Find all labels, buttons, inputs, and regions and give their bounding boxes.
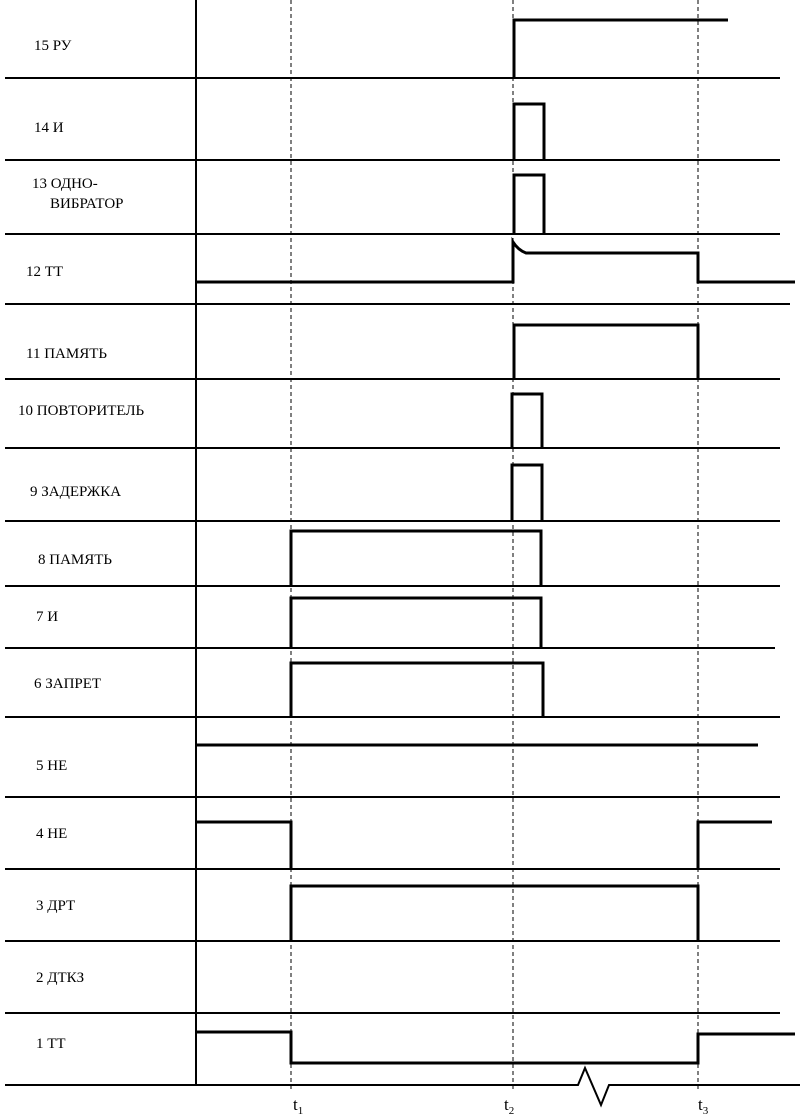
row-label-13-line2: ВИБРАТОР — [50, 196, 124, 212]
waveform-9 — [512, 465, 542, 521]
waveform-1 — [196, 1032, 795, 1063]
row-label-5: 5 НЕ — [36, 758, 68, 774]
row-label-12: 12 ТТ — [26, 264, 64, 280]
waveform-13 — [514, 175, 544, 234]
waveform-8 — [291, 531, 541, 586]
waveform-14 — [514, 104, 544, 160]
waveform-12 — [196, 242, 795, 282]
t1-label — [293, 1095, 303, 1115]
row-labels — [18, 38, 144, 1052]
waveform-15 — [514, 20, 728, 78]
row-label-13-line1: 13 ОДНО- — [32, 176, 98, 192]
row-label-2: 2 ДТКЗ — [36, 970, 85, 986]
waveform-11 — [514, 325, 698, 379]
row-label-6: 6 ЗАПРЕТ — [34, 676, 102, 692]
row-label-1: 1 ТТ — [36, 1036, 66, 1052]
waveform-6 — [291, 663, 543, 717]
row-separators — [5, 78, 790, 1013]
waveform-10 — [512, 394, 542, 448]
time-labels — [293, 1095, 709, 1115]
waveform-7 — [291, 598, 541, 648]
time-axis — [5, 1068, 800, 1105]
t3-label — [698, 1095, 709, 1115]
t2-subscript: 2 — [508, 1105, 515, 1115]
t2-letter: t — [504, 1095, 509, 1114]
t1-subscript: 1 — [297, 1105, 304, 1115]
t3-letter: t — [698, 1095, 703, 1114]
row-label-3: 3 ДРТ — [36, 898, 76, 914]
row-label-10: 10 ПОВТОРИТЕЛЬ — [18, 403, 145, 419]
t1-letter: t — [293, 1095, 298, 1114]
row-label-11: 11 ПАМЯТЬ — [26, 346, 107, 362]
row-label-8: 8 ПАМЯТЬ — [38, 552, 113, 568]
t2-label — [504, 1095, 514, 1115]
waveform-4-left — [196, 822, 291, 869]
row-label-9: 9 ЗАДЕРЖКА — [30, 484, 122, 500]
row-label-15: 15 РУ — [34, 38, 72, 54]
waveform-4-right — [698, 822, 772, 869]
row-label-7: 7 И — [36, 609, 59, 625]
waveforms — [196, 20, 795, 1063]
waveform-3 — [291, 886, 698, 941]
row-label-4: 4 НЕ — [36, 826, 68, 842]
t3-subscript: 3 — [702, 1105, 709, 1115]
row-label-14: 14 И — [34, 120, 64, 136]
